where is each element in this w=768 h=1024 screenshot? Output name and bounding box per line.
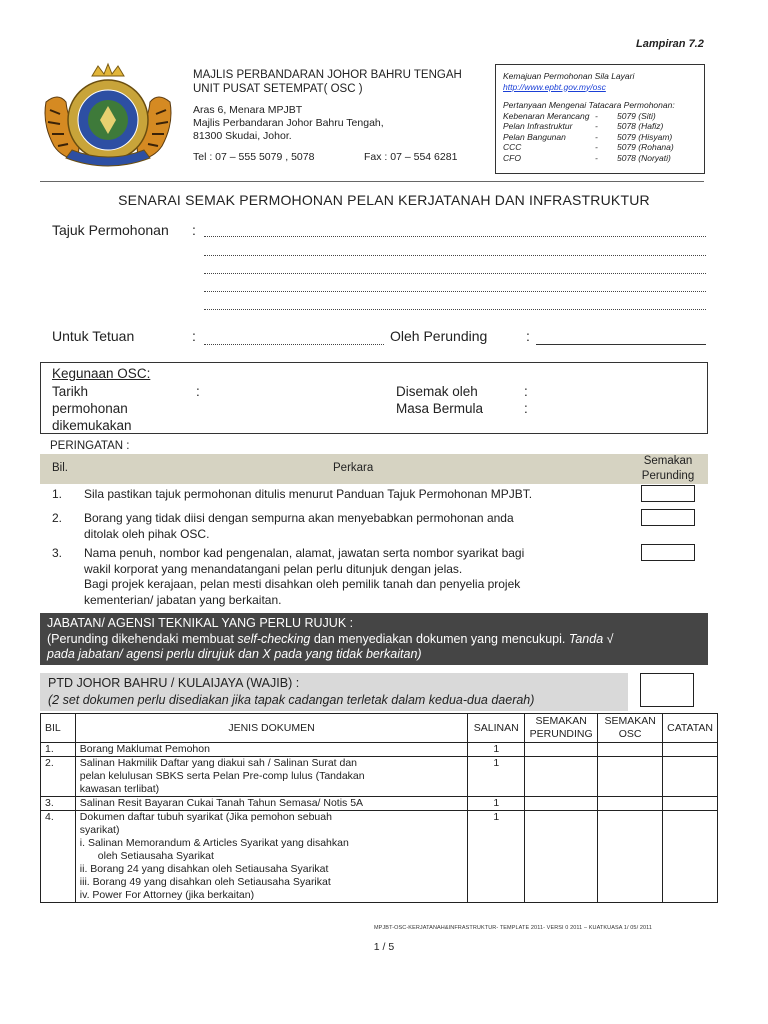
- org-unit: UNIT PUSAT SETEMPAT( OSC ): [193, 83, 363, 95]
- template-footer: MPJBT-OSC-KERJATANAH&INFRASTRUKTUR- TEMPLATE 2011- VERSI 0 2011 – KUATKUASA 1/ 05/ 2011: [374, 925, 653, 931]
- header-divider: [40, 181, 704, 182]
- table-row: [41, 743, 718, 757]
- disemak-label: Disemak oleh Masa Bermula: [396, 384, 484, 416]
- tajuk-label: Tajuk Permohonan: [52, 222, 169, 238]
- info-line: Kemajuan Permohonan Sila Layari: [503, 71, 635, 81]
- cell-jenis: Salinan Hakmilik Daftar yang diakui sah / Salinan Surat dan pelan kelulusan SBKS serta Pelan Pre-comp lulus (Tandakan kawasan terlibat): [75, 757, 467, 797]
- ptd-title: PTD JOHOR BAHRU / KULAIJAYA (WAJIB) :: [48, 676, 300, 690]
- cell-catatan[interactable]: [663, 811, 718, 903]
- th-salinan: SALINAN: [468, 714, 525, 743]
- tajuk-input-line[interactable]: [204, 291, 706, 292]
- th-bil: BIL: [41, 714, 76, 743]
- contact-row: Pelan Bangunan - 5079 (Hisyam): [503, 131, 673, 142]
- untuk-tetuan-label: Untuk Tetuan: [52, 328, 135, 344]
- tajuk-input-line[interactable]: [204, 309, 706, 310]
- page-number: 1 / 5: [373, 941, 395, 953]
- tarikh-colon: :: [196, 384, 200, 399]
- cell-bil: 4.: [41, 811, 76, 903]
- cell-salinan: 1: [468, 757, 525, 797]
- cell-jenis: Borang Maklumat Pemohon: [75, 743, 467, 757]
- address-line: Aras 6, Menara MPJBT: [193, 104, 303, 116]
- telephone: Tel : 07 – 555 5079 , 5078: [193, 151, 315, 163]
- org-header: [193, 68, 462, 102]
- peringatan-no: 3.: [52, 546, 63, 560]
- untuk-tetuan-input[interactable]: [204, 344, 384, 345]
- th-semakan-osc: SEMAKAN OSC: [598, 714, 663, 743]
- table-header-row: [41, 714, 718, 743]
- th-catatan: CATATAN: [663, 714, 718, 743]
- fax: Fax : 07 – 554 6281: [364, 151, 458, 163]
- cell-semakan-perunding[interactable]: [525, 797, 598, 811]
- semakan-checkbox[interactable]: [641, 509, 695, 526]
- jabatan-instruction-cont: pada jabatan/ agensi perlu dirujuk dan X pada yang tidak berkaitan): [47, 647, 422, 661]
- address-line: 81300 Skudai, Johor.: [193, 130, 292, 142]
- peringatan-no: 2.: [52, 511, 63, 525]
- cell-catatan[interactable]: [663, 797, 718, 811]
- cell-semakan-osc[interactable]: [598, 797, 663, 811]
- form-title: SENARAI SEMAK PERMOHONAN PELAN KERJATANAH DAN INFRASTRUKTUR: [118, 192, 650, 208]
- org-address: [193, 104, 384, 143]
- table-row: [41, 797, 718, 811]
- cell-semakan-osc[interactable]: [598, 743, 663, 757]
- lampiran-label: Lampiran 7.2: [636, 38, 704, 50]
- tajuk-input-line[interactable]: [204, 255, 706, 256]
- ptd-note: (2 set dokumen perlu disediakan jika tapak cadangan terletak dalam kedua-dua daerah): [48, 693, 535, 707]
- ptd-checkbox[interactable]: [640, 673, 694, 707]
- cell-bil: 3.: [41, 797, 76, 811]
- oleh-perunding-input[interactable]: [536, 344, 706, 345]
- col-bil: Bil.: [52, 462, 68, 474]
- contact-row: Pelan Infrastruktur - 5078 (Hafiz): [503, 121, 664, 131]
- org-name: MAJLIS PERBANDARAN JOHOR BAHRU TENGAH: [193, 69, 462, 81]
- cell-semakan-osc[interactable]: [598, 811, 663, 903]
- cell-semakan-osc[interactable]: [598, 757, 663, 797]
- tajuk-input-line[interactable]: [204, 236, 706, 237]
- cell-catatan[interactable]: [663, 757, 718, 797]
- ptd-bar: [40, 673, 628, 711]
- peringatan-header-bar: [40, 454, 708, 484]
- peringatan-text: Sila pastikan tajuk permohonan ditulis menurut Panduan Tajuk Permohonan MPJBT.: [84, 487, 533, 501]
- th-jenis-dokumen: JENIS DOKUMEN: [75, 714, 467, 743]
- kegunaan-heading: Kegunaan OSC:: [52, 366, 151, 381]
- peringatan-text: Nama penuh, nombor kad pengenalan, alamat, jawatan serta nombor syarikat bagi wakil korporat yang menandatangani pelan perlu ditunjuk dengan jelas. Bagi projek kerajaan, pelan mesti disahkan oleh pemilik tanah dan penyelia projek kementerian/ jabatan yang berkaitan.: [84, 546, 525, 607]
- peringatan-no: 1.: [52, 487, 63, 501]
- cell-salinan: 1: [468, 743, 525, 757]
- address-line: Majlis Perbandaran Johor Bahru Tengah,: [193, 117, 384, 129]
- epbt-link[interactable]: http://www.epbt.gov.my/osc: [503, 81, 606, 92]
- contact-row: CCC - 5079 (Rohana): [503, 142, 674, 152]
- cell-semakan-perunding[interactable]: [525, 757, 598, 797]
- cell-bil: 1.: [41, 743, 76, 757]
- tajuk-input-line[interactable]: [204, 273, 706, 274]
- cell-jenis: Salinan Resit Bayaran Cukai Tanah Tahun Semasa/ Notis 5A: [75, 797, 467, 811]
- peringatan-title: PERINGATAN :: [50, 440, 130, 452]
- semakan-checkbox[interactable]: [641, 485, 695, 502]
- contact-row: Kebenaran Merancang - 5079 (Siti): [503, 110, 656, 121]
- jabatan-bar: [40, 613, 708, 665]
- info-box: [495, 64, 705, 174]
- cell-catatan[interactable]: [663, 743, 718, 757]
- untuk-colon: :: [192, 328, 196, 344]
- jabatan-title: JABATAN/ AGENSI TEKNIKAL YANG PERLU RUJUK :: [47, 616, 354, 630]
- dokumen-table: [40, 713, 718, 903]
- cell-jenis: Dokumen daftar tubuh syarikat (Jika pemohon sebuah syarikat) i. Salinan Memorandum & Articles Syarikat yang disahkan oleh Setiausaha Syarikat ii. Borang 24 yang disahkan oleh Setiausaha Syarikat iii. Borang 49 yang disahkan oleh Setiausaha Syarikat iv. Power For Attorney (jika berkaitan): [75, 811, 467, 903]
- info-caption: Pertanyaan Mengenai Tatacara Permohonan:: [503, 100, 675, 110]
- disemak-colons: : :: [524, 384, 528, 416]
- oleh-colon: :: [526, 328, 530, 344]
- cell-salinan: 1: [468, 811, 525, 903]
- oleh-perunding-label: Oleh Perunding: [390, 328, 488, 344]
- tarikh-label: Tarikh permohonan dikemukakan: [52, 384, 132, 433]
- th-semakan-perunding: SEMAKAN PERUNDING: [525, 714, 598, 743]
- cell-bil: 2.: [41, 757, 76, 797]
- table-row: [41, 757, 718, 797]
- contact-row: CFO - 5078 (Noryati): [503, 152, 671, 163]
- tajuk-colon: :: [192, 222, 196, 238]
- cell-semakan-perunding[interactable]: [525, 743, 598, 757]
- table-row: [41, 811, 718, 903]
- jabatan-instruction: (Perunding dikehendaki membuat self-checking dan menyediakan dokumen yang mencukupi. Tanda √: [47, 631, 614, 646]
- col-semakan-perunding: Semakan Perunding: [641, 455, 695, 482]
- cell-semakan-perunding[interactable]: [525, 811, 598, 903]
- mpjbt-crest-logo: [40, 62, 176, 174]
- semakan-checkbox[interactable]: [641, 544, 695, 561]
- peringatan-text: Borang yang tidak diisi dengan sempurna akan menyebabkan permohonan anda ditolak oleh pihak OSC.: [84, 511, 514, 541]
- col-perkara: Perkara: [333, 462, 374, 474]
- cell-salinan: 1: [468, 797, 525, 811]
